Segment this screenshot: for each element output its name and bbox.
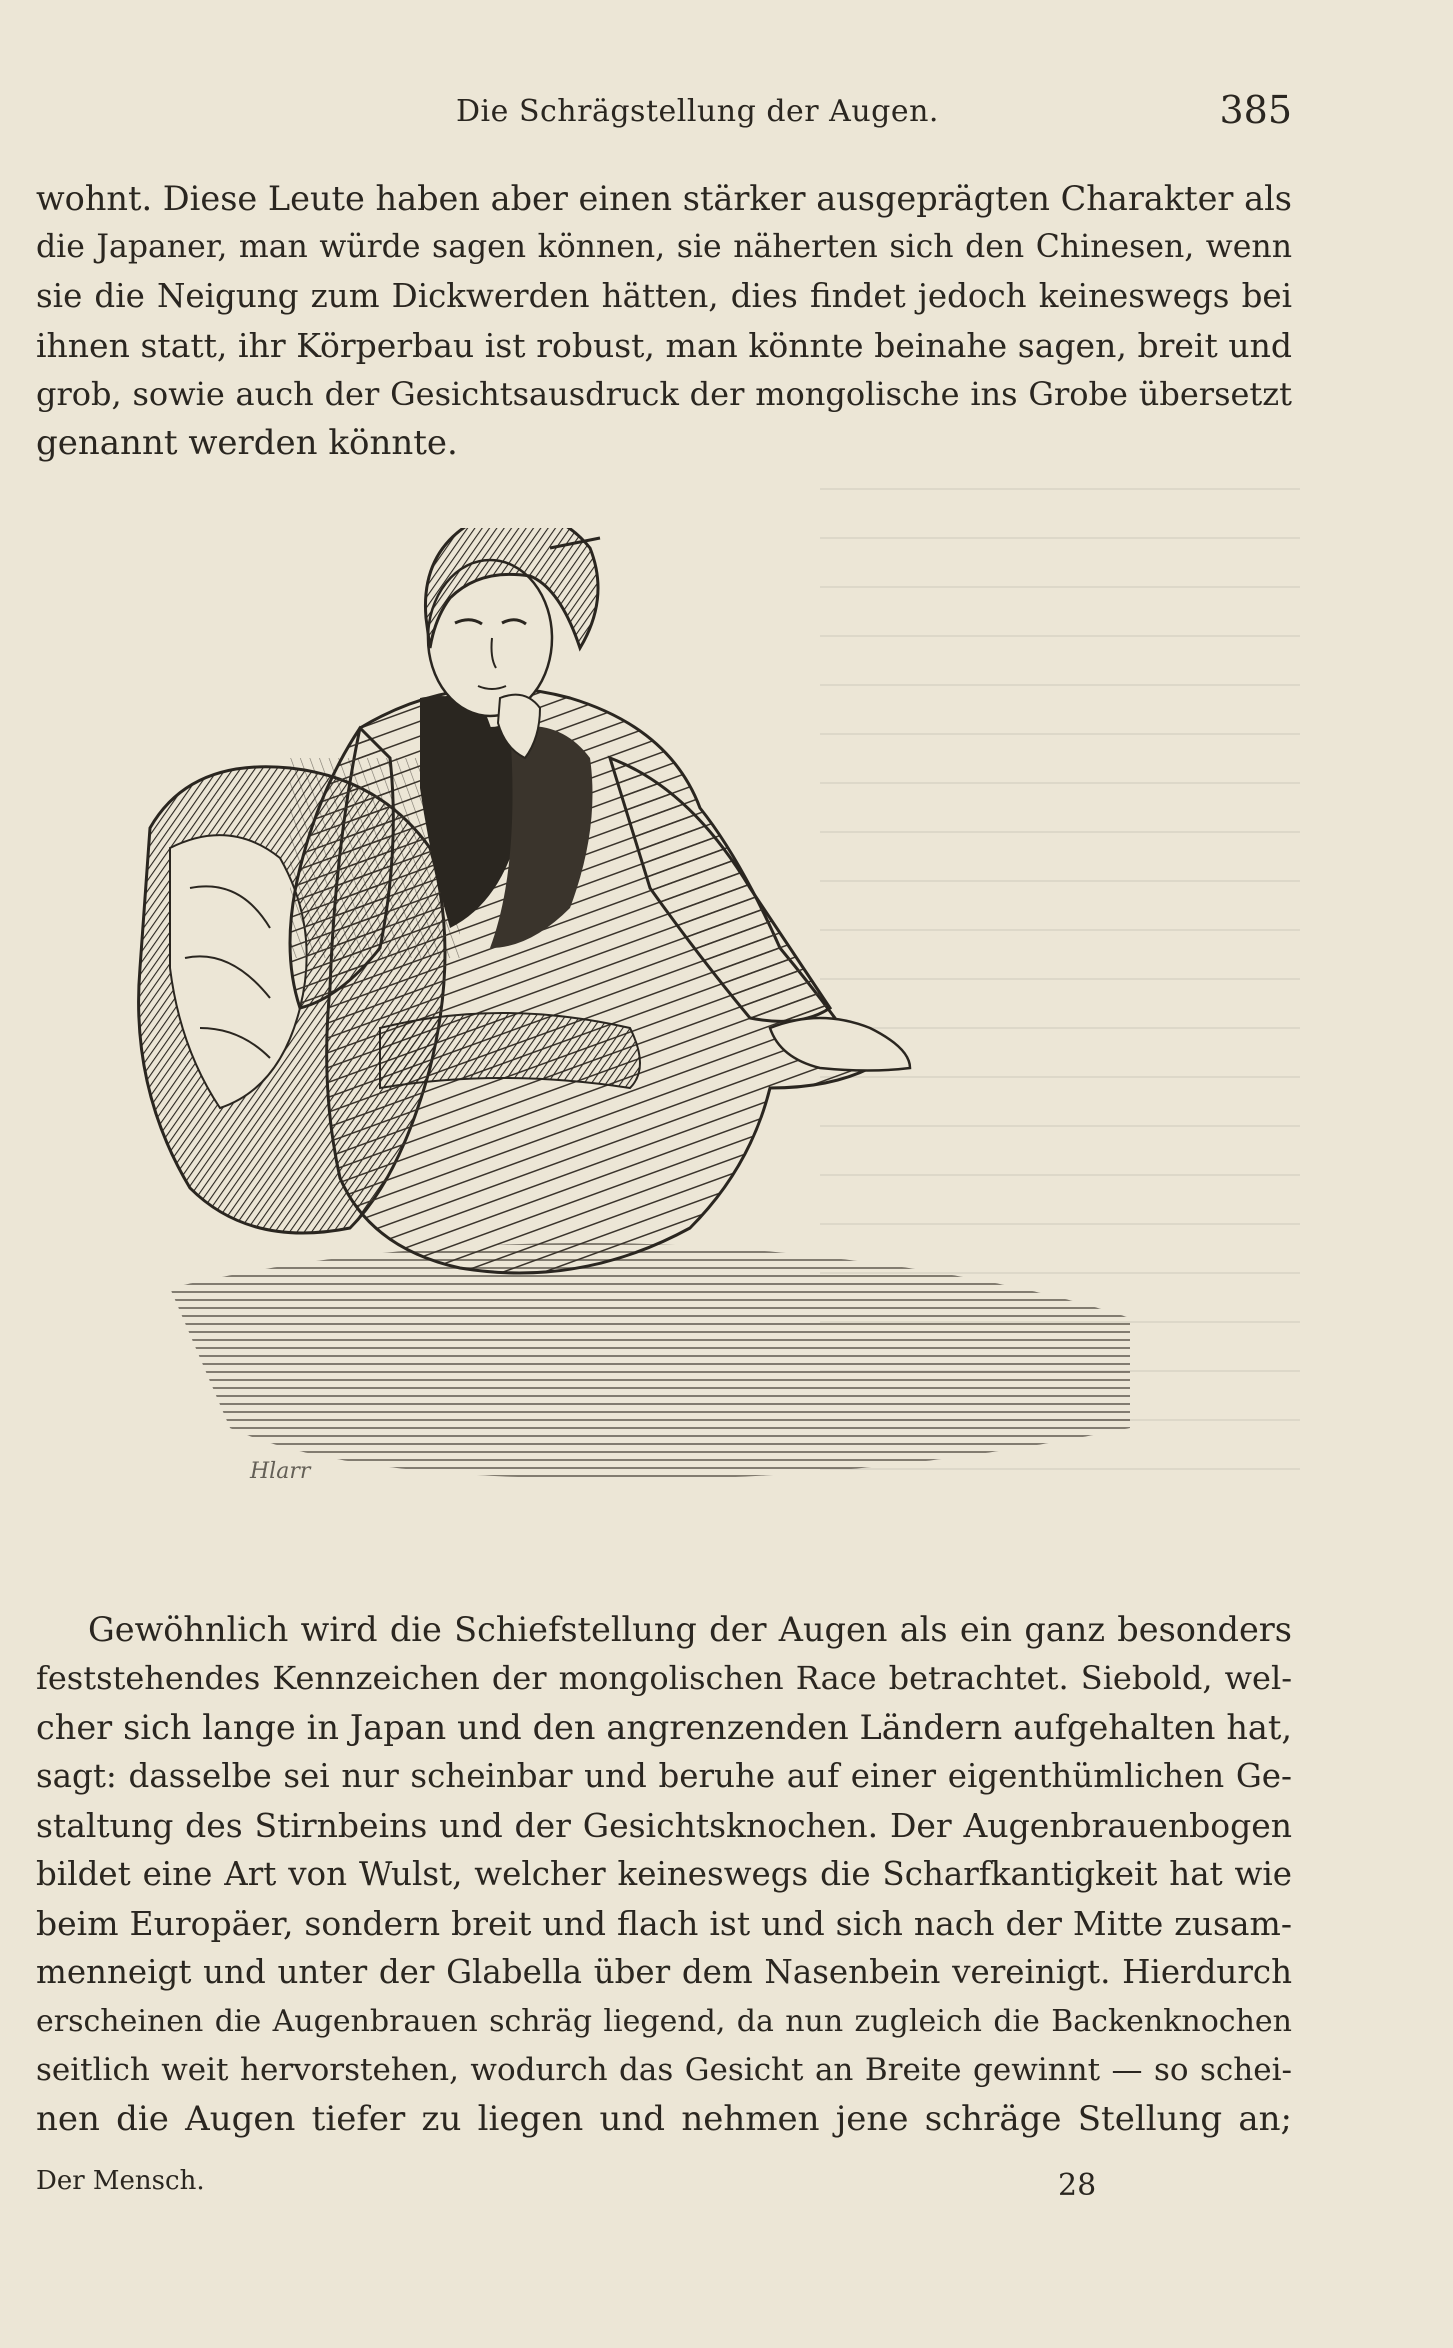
text-line: wohnt. Diese Leute haben aber einen stärker ausgeprägten Charakter als xyxy=(36,179,1292,218)
paragraph-1 xyxy=(36,174,1292,468)
text-line: beim Europäer, sondern breit und flach ist und sich nach der Mitte zusam- xyxy=(36,1904,1292,1943)
text-line: feststehendes Kennzeichen der mongolischen Race betrachtet. Siebold, wel- xyxy=(36,1659,1292,1697)
footer-book-title: Der Mensch. xyxy=(36,2166,205,2196)
footer-signature-number: 28 xyxy=(1058,2168,1097,2203)
text-line: die Japaner, man würde sagen können, sie näherten sich den Chinesen, wenn xyxy=(36,229,1292,265)
page-header xyxy=(36,88,1292,138)
text-line: seitlich weit hervorstehen, wodurch das Gesicht an Breite gewinnt — so schei- xyxy=(36,2052,1292,2088)
text-line: bildet eine Art von Wulst, welcher keineswegs die Scharfkantigkeit hat wie xyxy=(36,1855,1292,1893)
text-line: staltung des Stirnbeins und der Gesichtsknochen. Der Augenbrauenbogen xyxy=(36,1806,1292,1845)
text-line: erscheinen die Augenbrauen schräg liegend, da nun zugleich die Backenknochen xyxy=(36,2004,1292,2039)
engraving-seated-woman-icon xyxy=(130,528,1190,1558)
text-line: sie die Neigung zum Dickwerden hätten, dies findet jedoch keineswegs bei xyxy=(36,277,1292,315)
svg-text:Hlarr: Hlarr xyxy=(250,1459,311,1484)
text-line: Gewöhnlich wird die Schiefstellung der Augen als ein ganz besonders xyxy=(88,1610,1292,1649)
text-line: cher sich lange in Japan und den angrenzenden Ländern aufgehalten hat, xyxy=(36,1708,1292,1747)
text-line: menneigt und unter der Glabella über dem Nasenbein vereinigt. Hierdurch xyxy=(36,1953,1292,1991)
text-line: ihnen statt, ihr Körperbau ist robust, man könnte beinahe sagen, breit und xyxy=(36,326,1292,365)
text-line: nen die Augen tiefer zu liegen und nehmen jene schräge Stellung an; xyxy=(36,2099,1292,2139)
text-line: genannt werden könnte. xyxy=(36,423,458,463)
page-number: 385 xyxy=(1219,88,1292,132)
text-line: grob, sowie auch der Gesichtsausdruck der mongolische ins Grobe übersetzt xyxy=(36,375,1292,413)
paragraph-2 xyxy=(36,1605,1292,2144)
text-line: sagt: dasselbe sei nur scheinbar und beruhe auf einer eigenthümlichen Ge- xyxy=(36,1757,1292,1795)
running-title: Die Schrägstellung der Augen. xyxy=(456,94,939,129)
